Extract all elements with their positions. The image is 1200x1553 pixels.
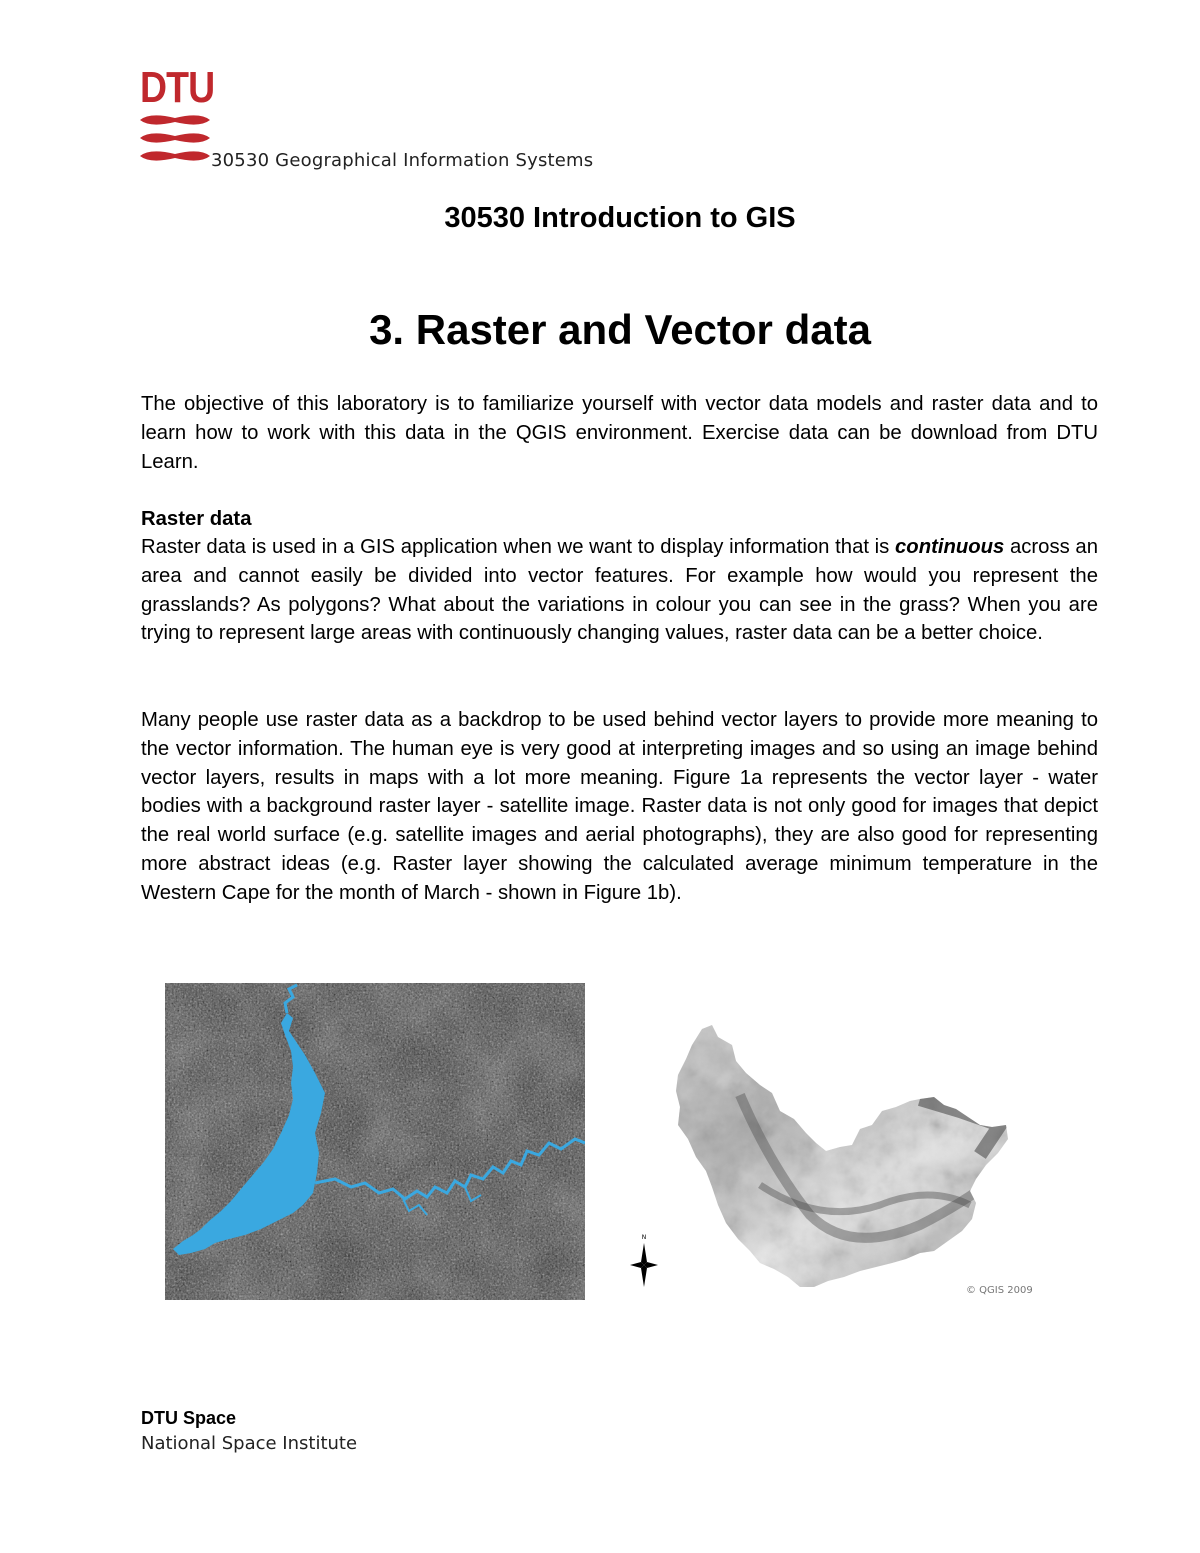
raster-p1-after: across an area and cannot easily be divided into vector features. For example how would you represent the grasslands? As polygons? What about the variations in colour you can see in the grass? When you are trying to represent large areas with continuously changing values, raster data can be a better choice. xyxy=(141,536,1098,645)
north-arrow-icon xyxy=(630,1234,658,1287)
document-title: 3. Raster and Vector data xyxy=(369,306,871,353)
course-line: 30530 Geographical Information Systems xyxy=(211,150,594,171)
satellite-image-figure xyxy=(165,983,585,1300)
temperature-raster-figure xyxy=(620,1015,1040,1305)
dtu-logo xyxy=(140,63,220,174)
dtu-logo-text: DTU xyxy=(140,63,215,112)
raster-paragraph-1 xyxy=(141,533,1098,648)
north-label: N xyxy=(641,1234,647,1241)
western-cape-raster xyxy=(620,1015,1040,1305)
intro-paragraph: The objective of this laboratory is to familiarize yourself with vector data models and raster data and to learn how to work with this data in the QGIS environment. Exercise data can be download from DTU Learn. xyxy=(141,393,1098,473)
raster-paragraph-2: Many people use raster data as a backdrop to be used behind vector layers to provide more meaning to the vector information. The human eye is very good at interpreting images and so using an image behind vector layers, results in maps with a lot more meaning. Figure 1a represents the vector layer - water bodies with a background raster layer - satellite image. Raster data is not only good for images that depict the real world surface (e.g. satellite images and aerial photographs), they are also good for representing more abstract ideas (e.g. Raster layer showing the calculated average minimum temperature in the Western Cape for the month of March - shown in Figure 1b). xyxy=(141,709,1098,904)
continuous-emphasis: continuous xyxy=(895,536,1005,558)
footer-institute: National Space Institute xyxy=(141,1433,358,1454)
figure-copyright: © QGIS 2009 xyxy=(966,1285,1033,1296)
raster-heading: Raster data xyxy=(141,508,252,530)
dtu-wave-icon xyxy=(140,114,210,166)
raster-p1-before: Raster data is used in a GIS application when we want to display information that is xyxy=(141,536,896,558)
footer-organization: DTU Space xyxy=(141,1408,237,1428)
document-subtitle: 30530 Introduction to GIS xyxy=(444,202,796,234)
